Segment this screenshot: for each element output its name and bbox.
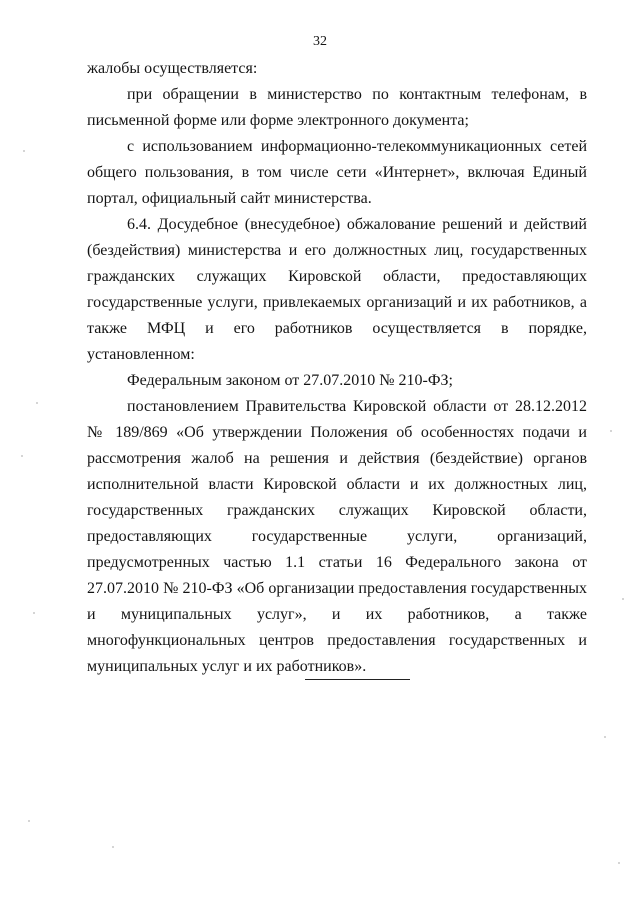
page-number: 32 [313, 34, 327, 49]
paragraph-government-resolution: постановлением Правительства Кировской области от 28.12.2012 № 189/869 «Об утверждении Положения об особенностях подачи и рассмотрения жалоб на решения и действия (бездействие) органов исполнительной власти Кировской области и их должностных лиц, государственных гражданских служащих Кировской области, предоставляющих государственные услуги, организаций, предусмотренных частью 1.1 статьи 16 Федерального закона от 27.07.2010 № 210-ФЗ «Об организации предоставления государственных и муниципальных услуг», и их работников, а также многофункциональных центров предоставления государственных и муниципальных услуг и их работников». [87, 398, 587, 675]
document-body [87, 56, 587, 680]
end-rule [305, 679, 410, 680]
paragraph-phone-written: при обращении в министерство по контактным телефонам, в письменной форме или форме электронного документа; [87, 86, 587, 129]
paragraph-federal-law: Федеральным законом от 27.07.2010 № 210-ФЗ; [127, 372, 453, 389]
paragraph-continuation: жалобы осуществляется: [87, 60, 258, 77]
paragraph-section-6-4: 6.4. Досудебное (внесудебное) обжалование решений и действий (бездействия) министерства и его должностных лиц, государственных гражданских служащих Кировской области, предоставляющих государственные услуги, привлекаемых организаций и их работников, а также МФЦ и его работников осуществляется в порядке, установленном: [87, 216, 587, 363]
paragraph-internet: с использованием информационно-телекоммуникационных сетей общего пользования, в том числе сети «Интернет», включая Единый портал, официальный сайт министерства. [87, 138, 587, 207]
